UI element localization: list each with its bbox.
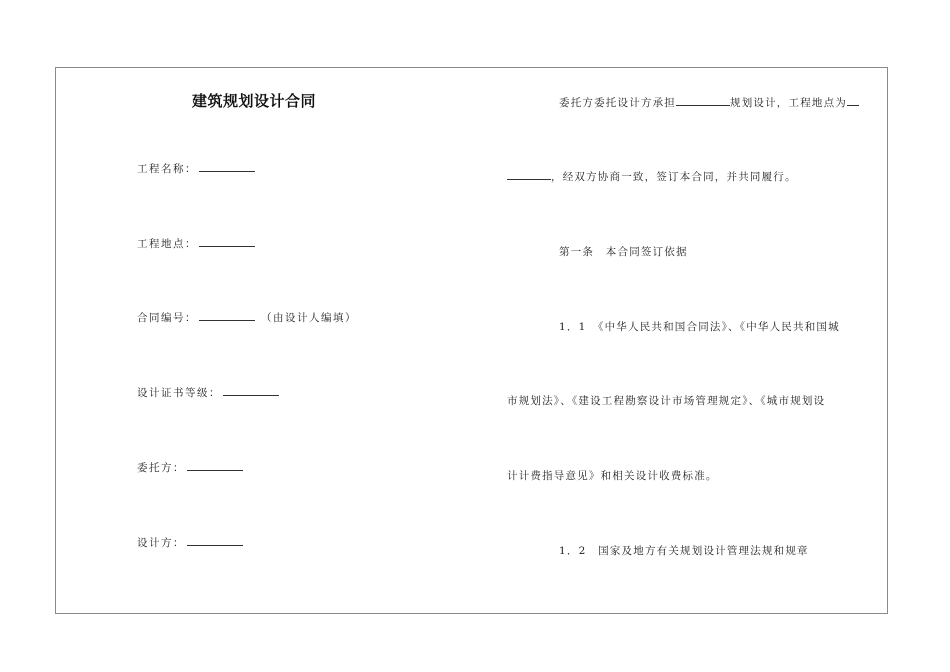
project-location-blank: [199, 236, 255, 247]
paragraph-1-text-a: 委托方委托设计方承担: [559, 97, 676, 109]
client-field: [137, 460, 243, 475]
cert-grade-blank: [223, 385, 279, 396]
project-location-field: [137, 236, 255, 251]
cert-grade-field: [137, 385, 279, 400]
item-1-2-line: 1．2 国家及地方有关规划设计管理法规和规章: [559, 545, 809, 557]
item-1-1-line-3: 计计费指导意见》和相关设计收费标准。: [507, 470, 718, 482]
designer-field: [137, 535, 243, 550]
item-1-1-line-1: 1．1 《中华人民共和国合同法》、《中华人民共和国城: [559, 321, 840, 333]
project-type-blank: [676, 95, 730, 106]
client-blank: [187, 460, 243, 471]
client-label: 委托方：: [137, 462, 185, 474]
location-blank-end: [507, 169, 551, 180]
project-name-blank: [199, 161, 255, 172]
designer-blank: [187, 535, 243, 546]
paragraph-1-text-c: ，经双方协商一致，签订本合同，并共同履行。: [551, 171, 797, 183]
contract-number-label: 合同编号：: [137, 312, 197, 324]
article-1-heading: 第一条 本合同签订依据: [559, 246, 688, 258]
paragraph-1-line-2: [507, 169, 797, 184]
project-name-label: 工程名称：: [137, 163, 197, 175]
project-name-field: [137, 161, 255, 176]
document-page-border: [55, 67, 888, 614]
designer-label: 设计方：: [137, 537, 185, 549]
project-location-label: 工程地点：: [137, 238, 197, 250]
cert-grade-label: 设计证书等级：: [137, 387, 221, 399]
contract-number-note: （由设计人编填）: [261, 312, 357, 324]
page-title: 建筑规划设计合同: [192, 92, 317, 110]
item-1-1-line-2: 市规划法》、《建设工程勘察设计市场管理规定》、《城市规划设: [507, 395, 826, 407]
location-blank-start: [847, 95, 859, 106]
contract-number-field: [137, 310, 357, 325]
contract-number-blank: [199, 310, 255, 321]
paragraph-1-text-b: 规划设计，工程地点为: [730, 97, 847, 109]
paragraph-1-line-1: [559, 95, 859, 110]
